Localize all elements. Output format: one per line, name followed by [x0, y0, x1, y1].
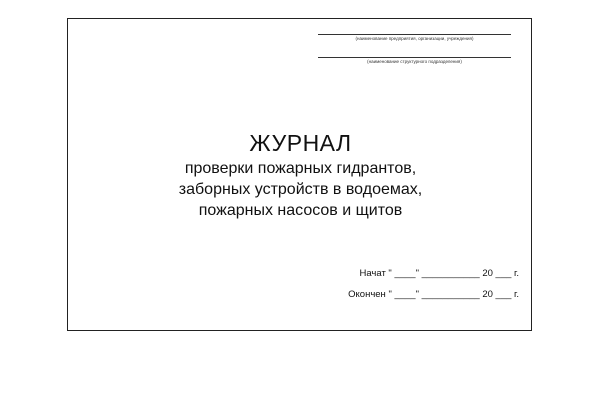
journal-cover — [67, 18, 532, 331]
organization-line — [318, 34, 511, 35]
department-line — [318, 57, 511, 58]
end-date-line: Окончен " ____" ___________ 20 ___ г. — [348, 289, 519, 300]
start-date-line: Начат " ____" ___________ 20 ___ г. — [359, 268, 519, 279]
subtitle-line-3: пожарных насосов и щитов — [198, 202, 403, 219]
department-caption: (наименование структурного подразделения) — [367, 59, 462, 64]
department-field — [318, 57, 511, 65]
journal-subtitle — [68, 158, 533, 221]
organization-caption: (наименование предприятия, организации, учреждения) — [355, 36, 474, 41]
subtitle-line-2: заборных устройств в водоемах, — [178, 181, 423, 198]
organization-field — [318, 34, 511, 42]
subtitle-line-1: проверки пожарных гидрантов, — [184, 160, 417, 177]
journal-title: ЖУРНАЛ — [249, 130, 352, 156]
